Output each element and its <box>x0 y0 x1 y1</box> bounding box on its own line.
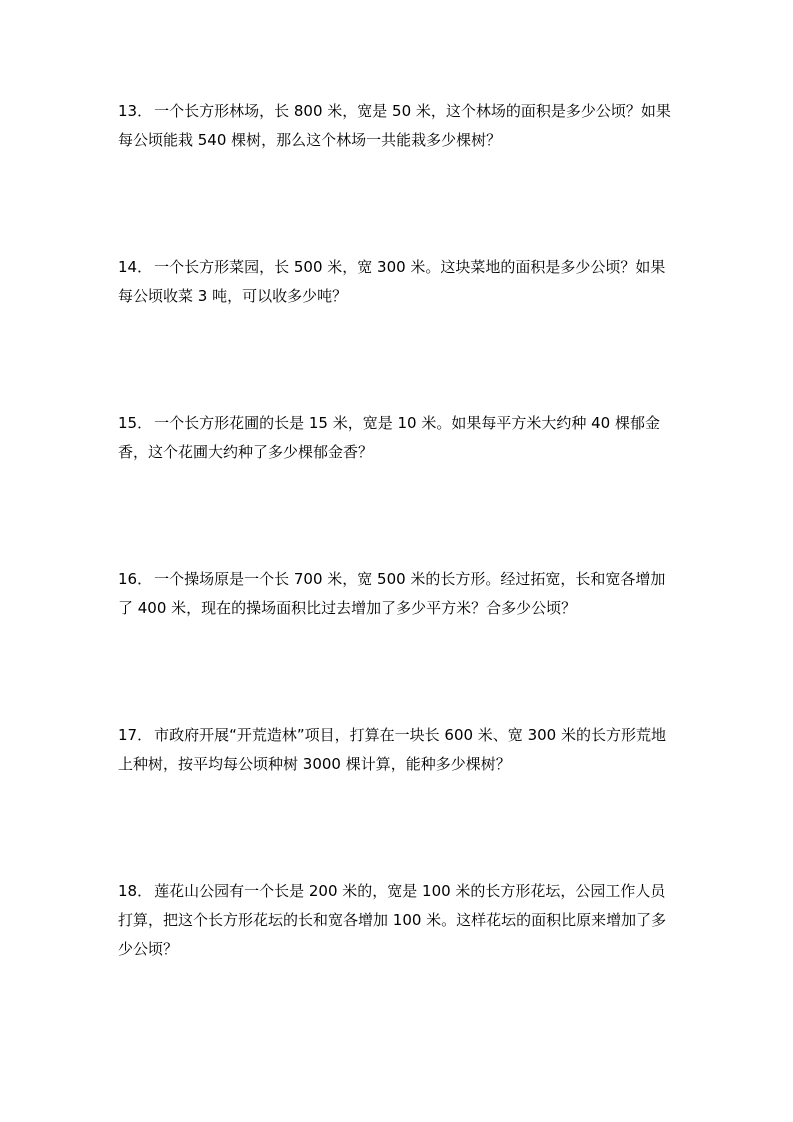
problem-15 <box>118 409 678 467</box>
problem-text: 一个长方形菜园，长 500 米，宽 300 米。这块菜地的面积是多少公顷？如果每公顷收菜 3 吨，可以收多少吨？ <box>118 258 666 305</box>
problem-number: 15． <box>118 414 153 432</box>
problem-text: 一个操场原是一个长 700 米，宽 500 米的长方形。经过拓宽，长和宽各增加了 400 米，现在的操场面积比过去增加了多少平方米？合多少公顷？ <box>118 570 666 617</box>
problem-14 <box>118 253 678 311</box>
problem-number: 18． <box>118 882 153 900</box>
problem-number: 14． <box>118 258 153 276</box>
problem-text: 一个长方形花圃的长是 15 米，宽是 10 米。如果每平方米大约种 40 棵郁金香，这个花圃大约种了多少棵郁金香？ <box>118 414 660 461</box>
problem-text: 一个长方形林场，长 800 米，宽是 50 米，这个林场的面积是多少公顷？如果每公顷能栽 540 棵树，那么这个林场一共能栽多少棵树？ <box>118 102 671 149</box>
problem-number: 16． <box>118 570 153 588</box>
problem-16 <box>118 565 678 623</box>
problem-number: 17． <box>118 726 153 744</box>
problem-18 <box>118 877 678 964</box>
problem-17 <box>118 721 678 779</box>
problem-number: 13． <box>118 102 153 120</box>
problem-13 <box>118 97 678 155</box>
problem-text: 市政府开展“开荒造林”项目，打算在一块长 600 米、宽 300 米的长方形荒地上种树，按平均每公顷种树 3000 棵计算，能种多少棵树？ <box>118 726 666 773</box>
problem-text: 莲花山公园有一个长是 200 米的，宽是 100 米的长方形花坛，公园工作人员打算，把这个长方形花坛的长和宽各增加 100 米。这样花坛的面积比原来增加了多少公顷？ <box>118 882 667 958</box>
